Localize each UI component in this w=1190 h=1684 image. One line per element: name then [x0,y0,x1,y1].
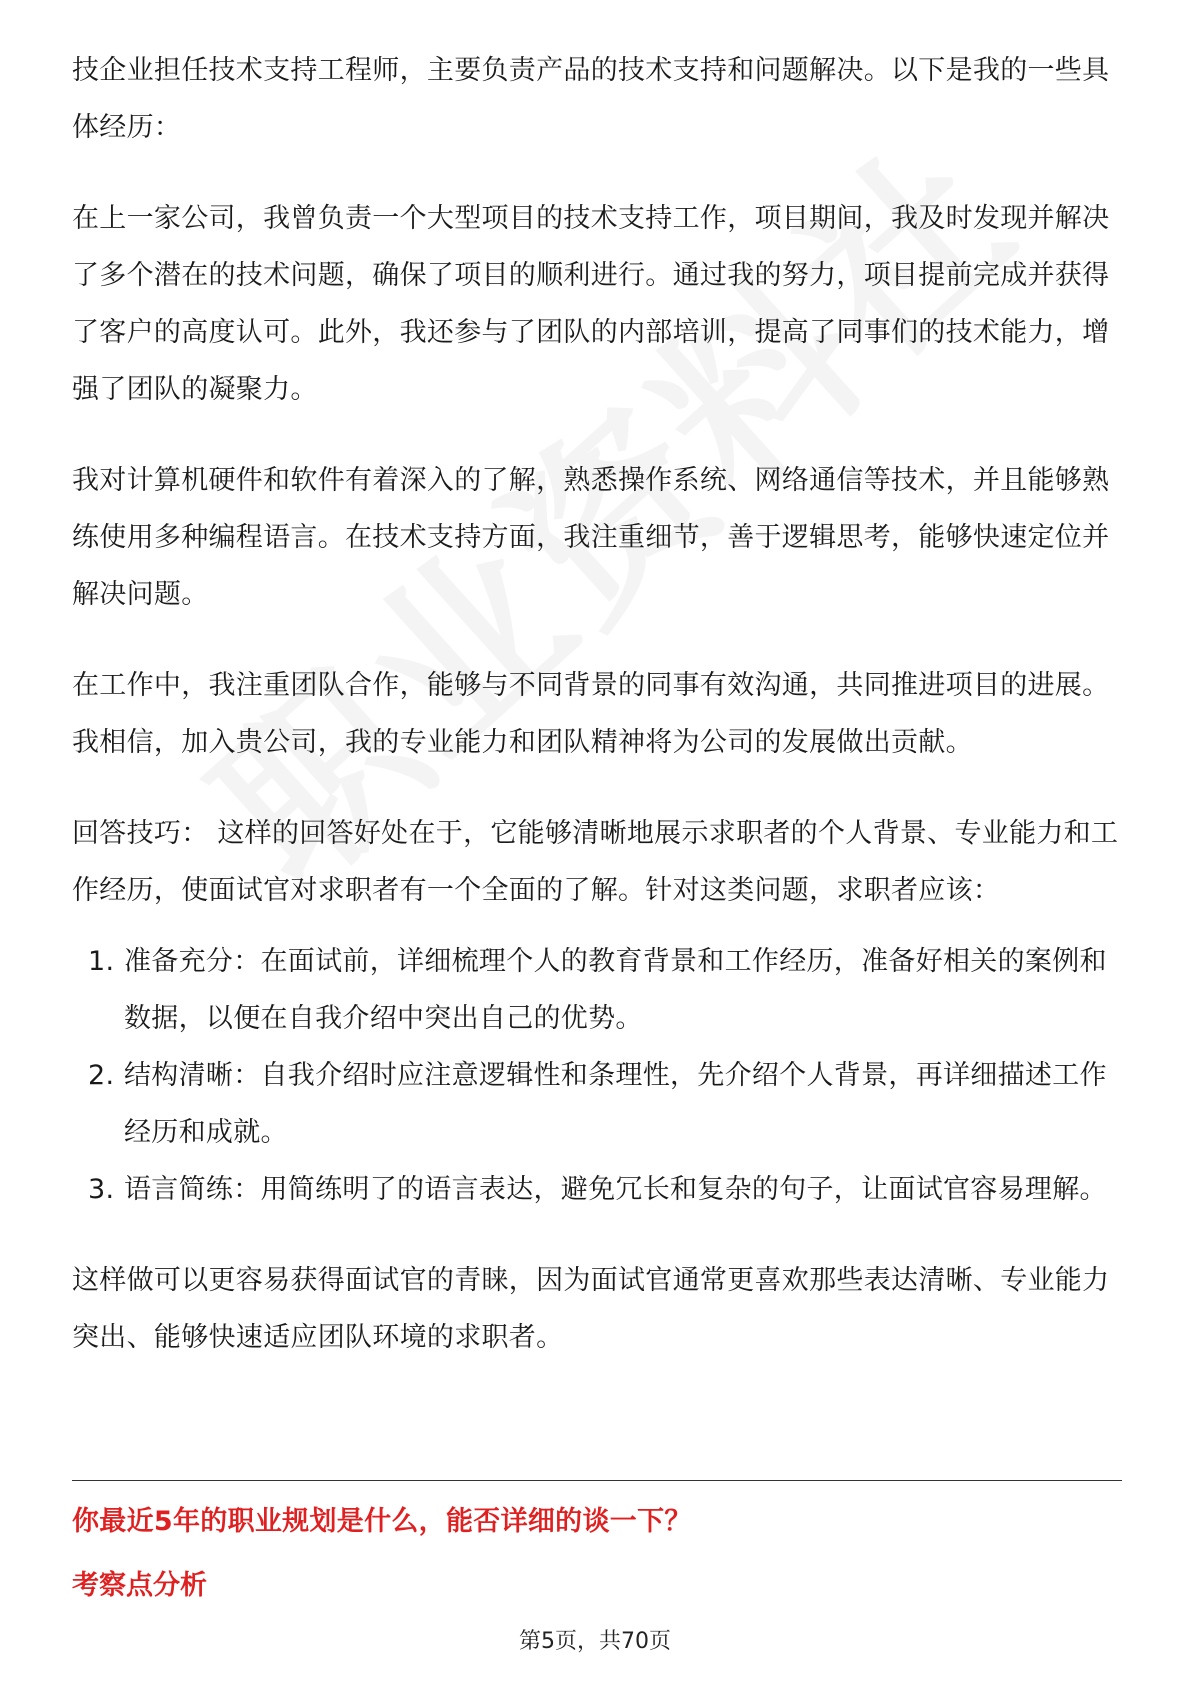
paragraph-experience: 在上一家公司，我曾负责一个大型项目的技术支持工作，项目期间，我及时发现并解决了多个潜在的技术问题，确保了项目的顺利进行。通过我的努力，项目提前完成并获得了客户的高度认可。此外，我还参与了团队的内部培训，提高了同事们的技术能力，增强了团队的凝聚力。 [72,203,1110,405]
spacer [72,623,1122,657]
document-body [72,42,1122,1366]
paragraph-teamwork: 在工作中，我注重团队合作，能够与不同背景的同事有效沟通，共同推进项目的进展。我相信，加入贵公司，我的专业能力和团队精神将为公司的发展做出贡献。 [72,670,1110,758]
analysis-subheading: 考察点分析 [72,1570,207,1601]
list-item-text: 语言简练：用简练明了的语言表达，避免冗长和复杂的句子，让面试官容易理解。 [124,1174,1107,1205]
question-heading: 你最近5年的职业规划是什么，能否详细的谈一下？ [72,1506,692,1537]
list-item-text: 准备充分：在面试前，详细梳理个人的教育背景和工作经历，准备好相关的案例和数据，以便在自我介绍中突出自己的优势。 [124,946,1107,1034]
list-item [72,1161,1122,1218]
list-item-text: 结构清晰：自我介绍时应注意逻辑性和条理性，先介绍个人背景，再详细描述工作经历和成就。 [124,1060,1107,1148]
list-number: 1. [88,946,115,977]
paragraph-skills: 我对计算机硬件和软件有着深入的了解，熟悉操作系统、网络通信等技术，并且能够熟练使用多种编程语言。在技术支持方面，我注重细节，善于逻辑思考，能够快速定位并解决问题。 [72,465,1110,610]
page-footer: 第5页，共70页 [519,1629,671,1654]
section-divider [72,1480,1122,1481]
paragraph-answer-tips: 回答技巧： 这样的回答好处在于，它能够清晰地展示求职者的个人背景、专业能力和工作经历，使面试官对求职者有一个全面的了解。针对这类问题，求职者应该： [72,818,1119,906]
list-number: 2. [88,1060,115,1091]
list-number: 3. [88,1174,115,1205]
paragraph-intro: 技企业担任技术支持工程师，主要负责产品的技术支持和问题解决。以下是我的一些具体经历： [72,55,1110,143]
spacer [72,418,1122,452]
spacer [72,771,1122,805]
list-item [72,933,1122,1047]
tips-list [72,933,1122,1218]
spacer [72,1218,1122,1252]
spacer [72,156,1122,190]
paragraph-closing: 这样做可以更容易获得面试官的青睐，因为面试官通常更喜欢那些表达清晰、专业能力突出、能够快速适应团队环境的求职者。 [72,1265,1110,1353]
spacer [72,919,1122,933]
list-item [72,1047,1122,1161]
